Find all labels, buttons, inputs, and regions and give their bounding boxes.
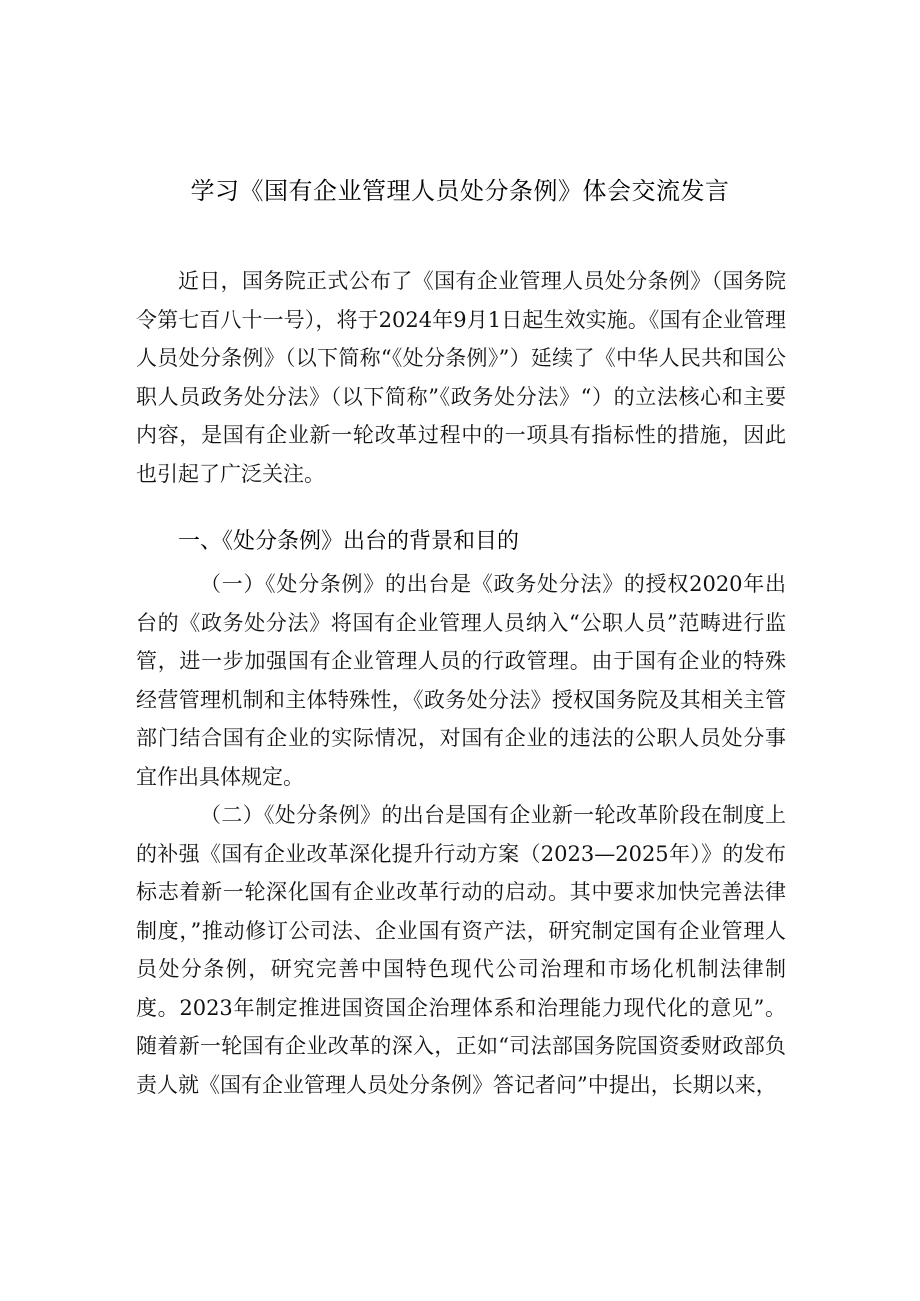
- paragraph-subsection-2: （二）《处分条例》的出台是国有企业新一轮改革阶段在制度上的补强《国有企业改革深化提升行动方案（2023—2025年）》的发布标志着新一轮深化国有企业改革行动的启动。其中要求加快完善法律制度，”推动修订公司法、企业国有资产法，研究制定国有企业管理人员处分条例，研究完善中国特色现代公司治理和市场化机制法律制度。2023年制定推进国资国企治理体系和治理能力现代化的意见”。随着新一轮国有企业改革的深入，正如“司法部国务院国资委财政部负责人就《国有企业管理人员处分条例》答记者问”中提出，长期以来，: [136, 803, 786, 1097]
- paragraph-subsection-1: （一）《处分条例》的出台是《政务处分法》的授权2020年出台的《政务处分法》将国有企业管理人员纳入“公职人员”范畴进行监管，进一步加强国有企业管理人员的行政管理。由于国有企业的特殊经营管理机制和主体特殊性，《政务处分法》授权国务院及其相关主管部门结合国有企业的实际情况，对国有企业的违法的公职人员处分事宜作出具体规定。: [136, 572, 786, 789]
- section-1-block: [136, 565, 786, 1104]
- document-title: 学习《国有企业管理人员处分条例》体会交流发言: [190, 177, 730, 205]
- section-heading-1: 一、《处分条例》出台的背景和目的: [178, 529, 520, 554]
- paragraph-intro: 近日，国务院正式公布了《国有企业管理人员处分条例》（国务院令第七百八十一号），将于2024年9月1日起生效实施。《国有企业管理人员处分条例》（以下简称“《处分条例》”）延续了《中华人民共和国公职人员政务处分法》（以下简称”《政务处分法》“）的立法核心和主要内容，是国有企业新一轮改革过程中的一项具有指标性的措施，因此也引起了广泛关注。: [136, 269, 786, 486]
- intro-paragraph-block: [136, 262, 786, 493]
